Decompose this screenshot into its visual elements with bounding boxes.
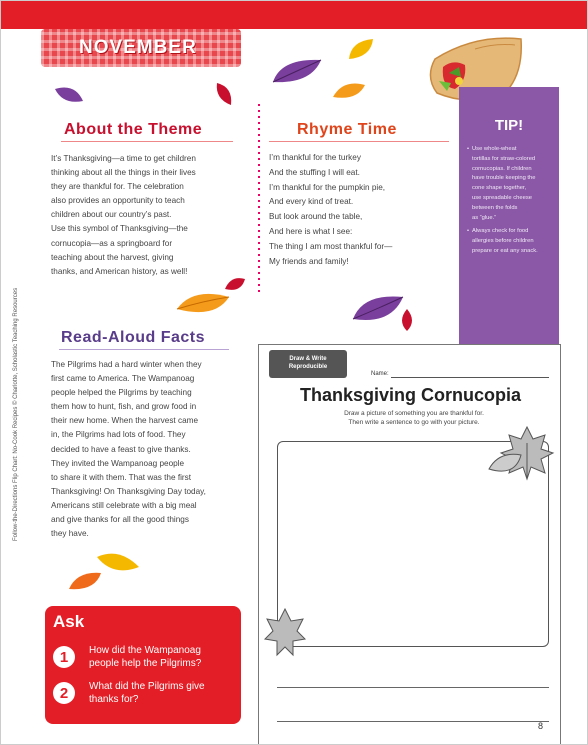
rhyme-line: And here is what I see:: [269, 226, 353, 236]
text-line: teaching about the harvest, giving: [51, 252, 174, 262]
ask-heading: Ask: [53, 612, 85, 631]
question-line: What did the Pilgrims give: [89, 681, 205, 692]
rhyme-line: I’m thankful for the pumpkin pie,: [269, 182, 386, 192]
number-badge: 2: [53, 682, 75, 704]
about-theme-text: [51, 152, 239, 279]
tip-line: as “glue.”: [472, 214, 497, 221]
orange-leaf-icon: [331, 79, 367, 101]
writing-line[interactable]: [277, 687, 549, 688]
instruction-line: Then write a sentence to go with your picture.: [348, 419, 480, 426]
rhyme-line: And the stuffing I will eat.: [269, 167, 360, 177]
tip-line: cornucopias. If children: [472, 165, 532, 172]
text-line: thinking about all the things in their lives: [51, 168, 196, 178]
worksheet-title: Thanksgiving Cornucopia: [299, 385, 522, 405]
name-label: Name:: [371, 371, 389, 377]
ask-box: [45, 606, 241, 724]
orange-leaf-icon: [67, 569, 103, 593]
reproducible-tab: [269, 350, 347, 378]
tip-line: • Always check for food: [472, 228, 529, 235]
purple-leaf-icon: [53, 83, 85, 105]
rhyme-line: And every kind of treat.: [269, 197, 354, 207]
leaf-outline-icon: [487, 449, 523, 479]
rhyme-line: My friends and family!: [269, 256, 349, 266]
rhyme-text: [269, 151, 449, 269]
text-line: Thanksgiving! On Thanksgiving Day today,: [51, 486, 206, 496]
tip-line: cone shape together,: [472, 185, 527, 192]
tab-line: Reproducible: [288, 364, 328, 370]
tip-line: prepare or eat any snack.: [472, 247, 538, 254]
month-banner: [41, 29, 241, 67]
read-aloud-heading: Read-Aloud Facts: [61, 329, 206, 346]
rhyme-line: The thing I am most thankful for—: [269, 241, 393, 251]
question-line: How did the Wampanoag: [89, 645, 201, 656]
tip-item: [467, 145, 553, 223]
heading-rule: [269, 141, 449, 142]
text-line: they are thankful for. The celebration: [51, 182, 184, 192]
rhyme-line: I’m thankful for the turkey: [269, 153, 361, 162]
text-line: Americans still celebrate with a big meal: [51, 500, 197, 510]
question-text: [89, 680, 237, 706]
side-copyright: Follow-the-Directions Flip Chart: No-Cook Recipes © Charlotte, Scholastic Teaching Resources: [13, 287, 19, 541]
text-line: It’s Thanksgiving—a time to get children: [51, 154, 196, 163]
text-line: The Pilgrims had a hard winter when they: [51, 360, 202, 369]
heading-rule: [61, 141, 233, 142]
question-line: people help the Pilgrims?: [89, 658, 202, 669]
red-leaf-icon: [213, 81, 235, 107]
read-aloud-text: [51, 358, 241, 541]
text-line: them how to hunt, fish, and grow food in: [51, 402, 197, 412]
text-line: Use this symbol of Thanksgiving—the: [51, 224, 188, 234]
name-write-line[interactable]: [391, 377, 549, 378]
text-line: also provides an opportunity to teach: [51, 196, 185, 206]
reproducible-worksheet: [258, 344, 561, 745]
text-line: people helped the Pilgrims by teaching: [51, 388, 192, 398]
text-line: in, the Pilgrims had lots of food. They: [51, 430, 186, 440]
text-line: decided to have a feast to give thanks.: [51, 444, 191, 454]
leaf-outline-icon: [263, 607, 307, 659]
worksheet-instructions: [299, 409, 529, 427]
tip-line: allergies before children: [472, 238, 534, 245]
question-text: [89, 644, 237, 670]
text-line: they have.: [51, 529, 89, 539]
purple-leaf-icon: [271, 56, 323, 86]
text-line: thanks, and American history, as well!: [51, 266, 188, 276]
tip-heading: TIP!: [494, 117, 524, 134]
dotted-divider: [258, 104, 260, 294]
tip-list: [467, 145, 553, 261]
instruction-line: Draw a picture of something you are thankful for.: [344, 410, 484, 417]
text-line: cornucopia—as a springboard for: [51, 238, 173, 248]
writing-line[interactable]: [277, 721, 549, 722]
top-color-band: [1, 1, 588, 29]
tip-line: have trouble keeping the: [472, 175, 536, 182]
red-leaf-icon: [397, 307, 417, 333]
text-line: They invited the Wampanoag people: [51, 458, 185, 468]
question-line: thanks for?: [89, 694, 139, 705]
text-line: and give thanks for all the good things: [51, 515, 189, 525]
tab-line: Draw & Write: [289, 356, 327, 362]
tip-line: use spreadable cheese: [472, 194, 532, 201]
yellow-leaf-icon: [347, 37, 375, 61]
rhyme-line: But look around the table,: [269, 212, 363, 222]
about-theme-heading: About the Theme: [64, 121, 203, 138]
tip-line: between the folds: [472, 204, 518, 211]
tip-box: [459, 87, 559, 345]
page-number: 8: [538, 721, 544, 731]
tip-line: • Use whole-wheat: [472, 146, 517, 152]
month-label: NOVEMBER: [79, 37, 197, 58]
number-badge: 1: [53, 646, 75, 668]
text-line: to share it with them. That was the first: [51, 472, 192, 482]
rhyme-time-heading: Rhyme Time: [297, 121, 397, 138]
text-line: their new home. When the harvest came: [51, 416, 198, 426]
tip-line: tortillas for straw-colored: [472, 155, 536, 162]
heading-rule: [59, 349, 229, 350]
text-line: children about our country’s past.: [51, 210, 172, 220]
tip-item: [467, 227, 553, 256]
text-line: first came to America. The Wampanoag: [51, 374, 195, 384]
